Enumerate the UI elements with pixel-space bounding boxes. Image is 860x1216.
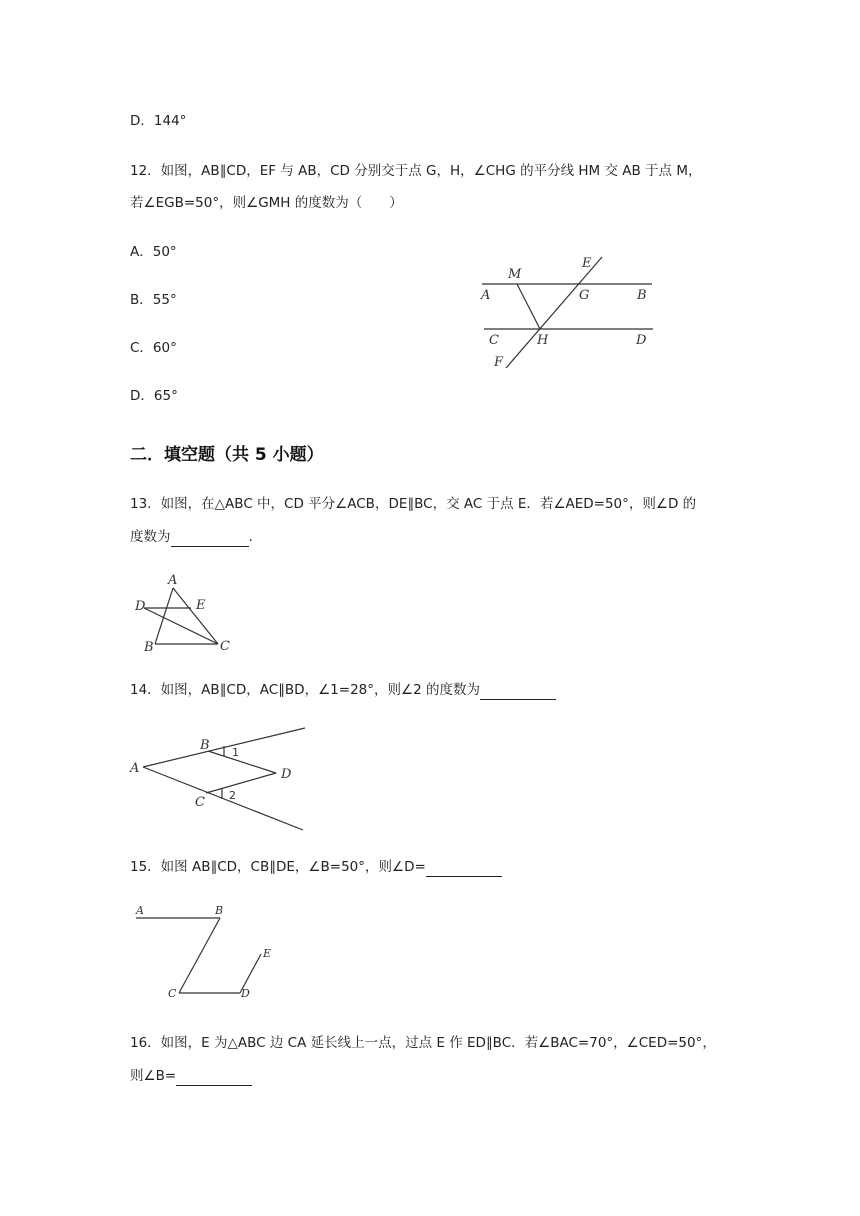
q13-stem-end: . [248,529,253,545]
q15-label-e: E [263,947,272,960]
q13-line-ac [173,588,218,644]
q16-stem-line1: 16．如图，E 为△ABC 边 CA 延长线上一点，过点 E 作 ED∥BC．若∠BAC=70°，∠CED=50°， [130,1035,716,1051]
q14-stem-text: 14．如图，AB∥CD，AC∥BD，∠1=28°，则∠2 的度数为 [130,682,480,698]
q12-label-f: F [494,355,504,370]
q13-line-dc [144,608,218,644]
q16-stem-text: 则∠B= [130,1068,177,1084]
q12-label-h: H [537,333,549,348]
q12-label-e: E [582,256,592,271]
q13-answer-blank[interactable] [171,530,249,547]
q13-label-b: B [144,640,154,655]
q12-option-c: C．60° [130,340,177,356]
q15-figure [130,902,280,1000]
q12-label-b: B [637,288,647,303]
q13-figure [130,568,240,660]
q12-label-g: G [579,288,590,303]
q12-stem-line1: 12．如图，AB∥CD，EF 与 AB，CD 分别交于点 G，H，∠CHG 的平分线 HM 交 AB 于点 M， [130,163,702,179]
q15-stem-text: 15．如图 AB∥CD，CB∥DE，∠B=50°，则∠D= [130,859,426,875]
q12-line-mh [517,284,540,329]
q14-answer-blank[interactable] [480,683,556,700]
q14-label-d: D [281,767,292,782]
q12-option-d: D．65° [130,388,178,404]
q15-stem [130,857,502,877]
q16-answer-blank[interactable] [176,1069,252,1086]
q14-label-a: A [130,761,140,776]
q15-line-bc [179,918,220,993]
q14-ray-ac [143,767,303,830]
q14-label-angle2: 2 [229,789,236,802]
q11-option-d: D．144° [130,113,187,129]
q13-label-a: A [168,573,178,588]
q12-stem-line2: 若∠EGB=50°，则∠GMH 的度数为（ ） [130,195,403,211]
q12-label-a: A [481,288,491,303]
q12-figure [476,250,666,375]
q13-stem-line1: 13．如图，在△ABC 中，CD 平分∠ACB，DE∥BC，交 AC 于点 E．若∠AED=50°，则∠D 的 [130,496,697,512]
q13-label-d: D [135,599,146,614]
q12-label-m: M [508,267,522,282]
q14-label-b: B [200,738,210,753]
q12-label-d: D [636,333,647,348]
q16-stem-line2 [130,1066,252,1086]
q14-segment-bd [208,751,276,773]
q12-option-b: B．55° [130,292,177,308]
q15-label-d: D [241,987,250,1000]
q14-label-c: C [195,795,205,810]
q13-stem-text: 度数为 [130,529,171,545]
q14-figure [128,722,313,837]
q13-stem-line2 [130,527,253,547]
q15-label-c: C [168,987,177,1000]
section-2-title: 二．填空题（共 5 小题） [130,445,324,465]
q15-label-a: A [136,904,144,917]
q12-option-a: A．50° [130,244,177,260]
q12-label-c: C [489,333,499,348]
q14-segment-cd [206,773,276,793]
q15-label-b: B [215,904,224,917]
q13-label-c: C [220,639,230,654]
q14-stem [130,680,556,700]
q13-label-e: E [196,598,206,613]
q14-label-angle1: 1 [232,746,239,759]
q15-answer-blank[interactable] [426,860,502,877]
q13-line-ab [155,588,173,644]
